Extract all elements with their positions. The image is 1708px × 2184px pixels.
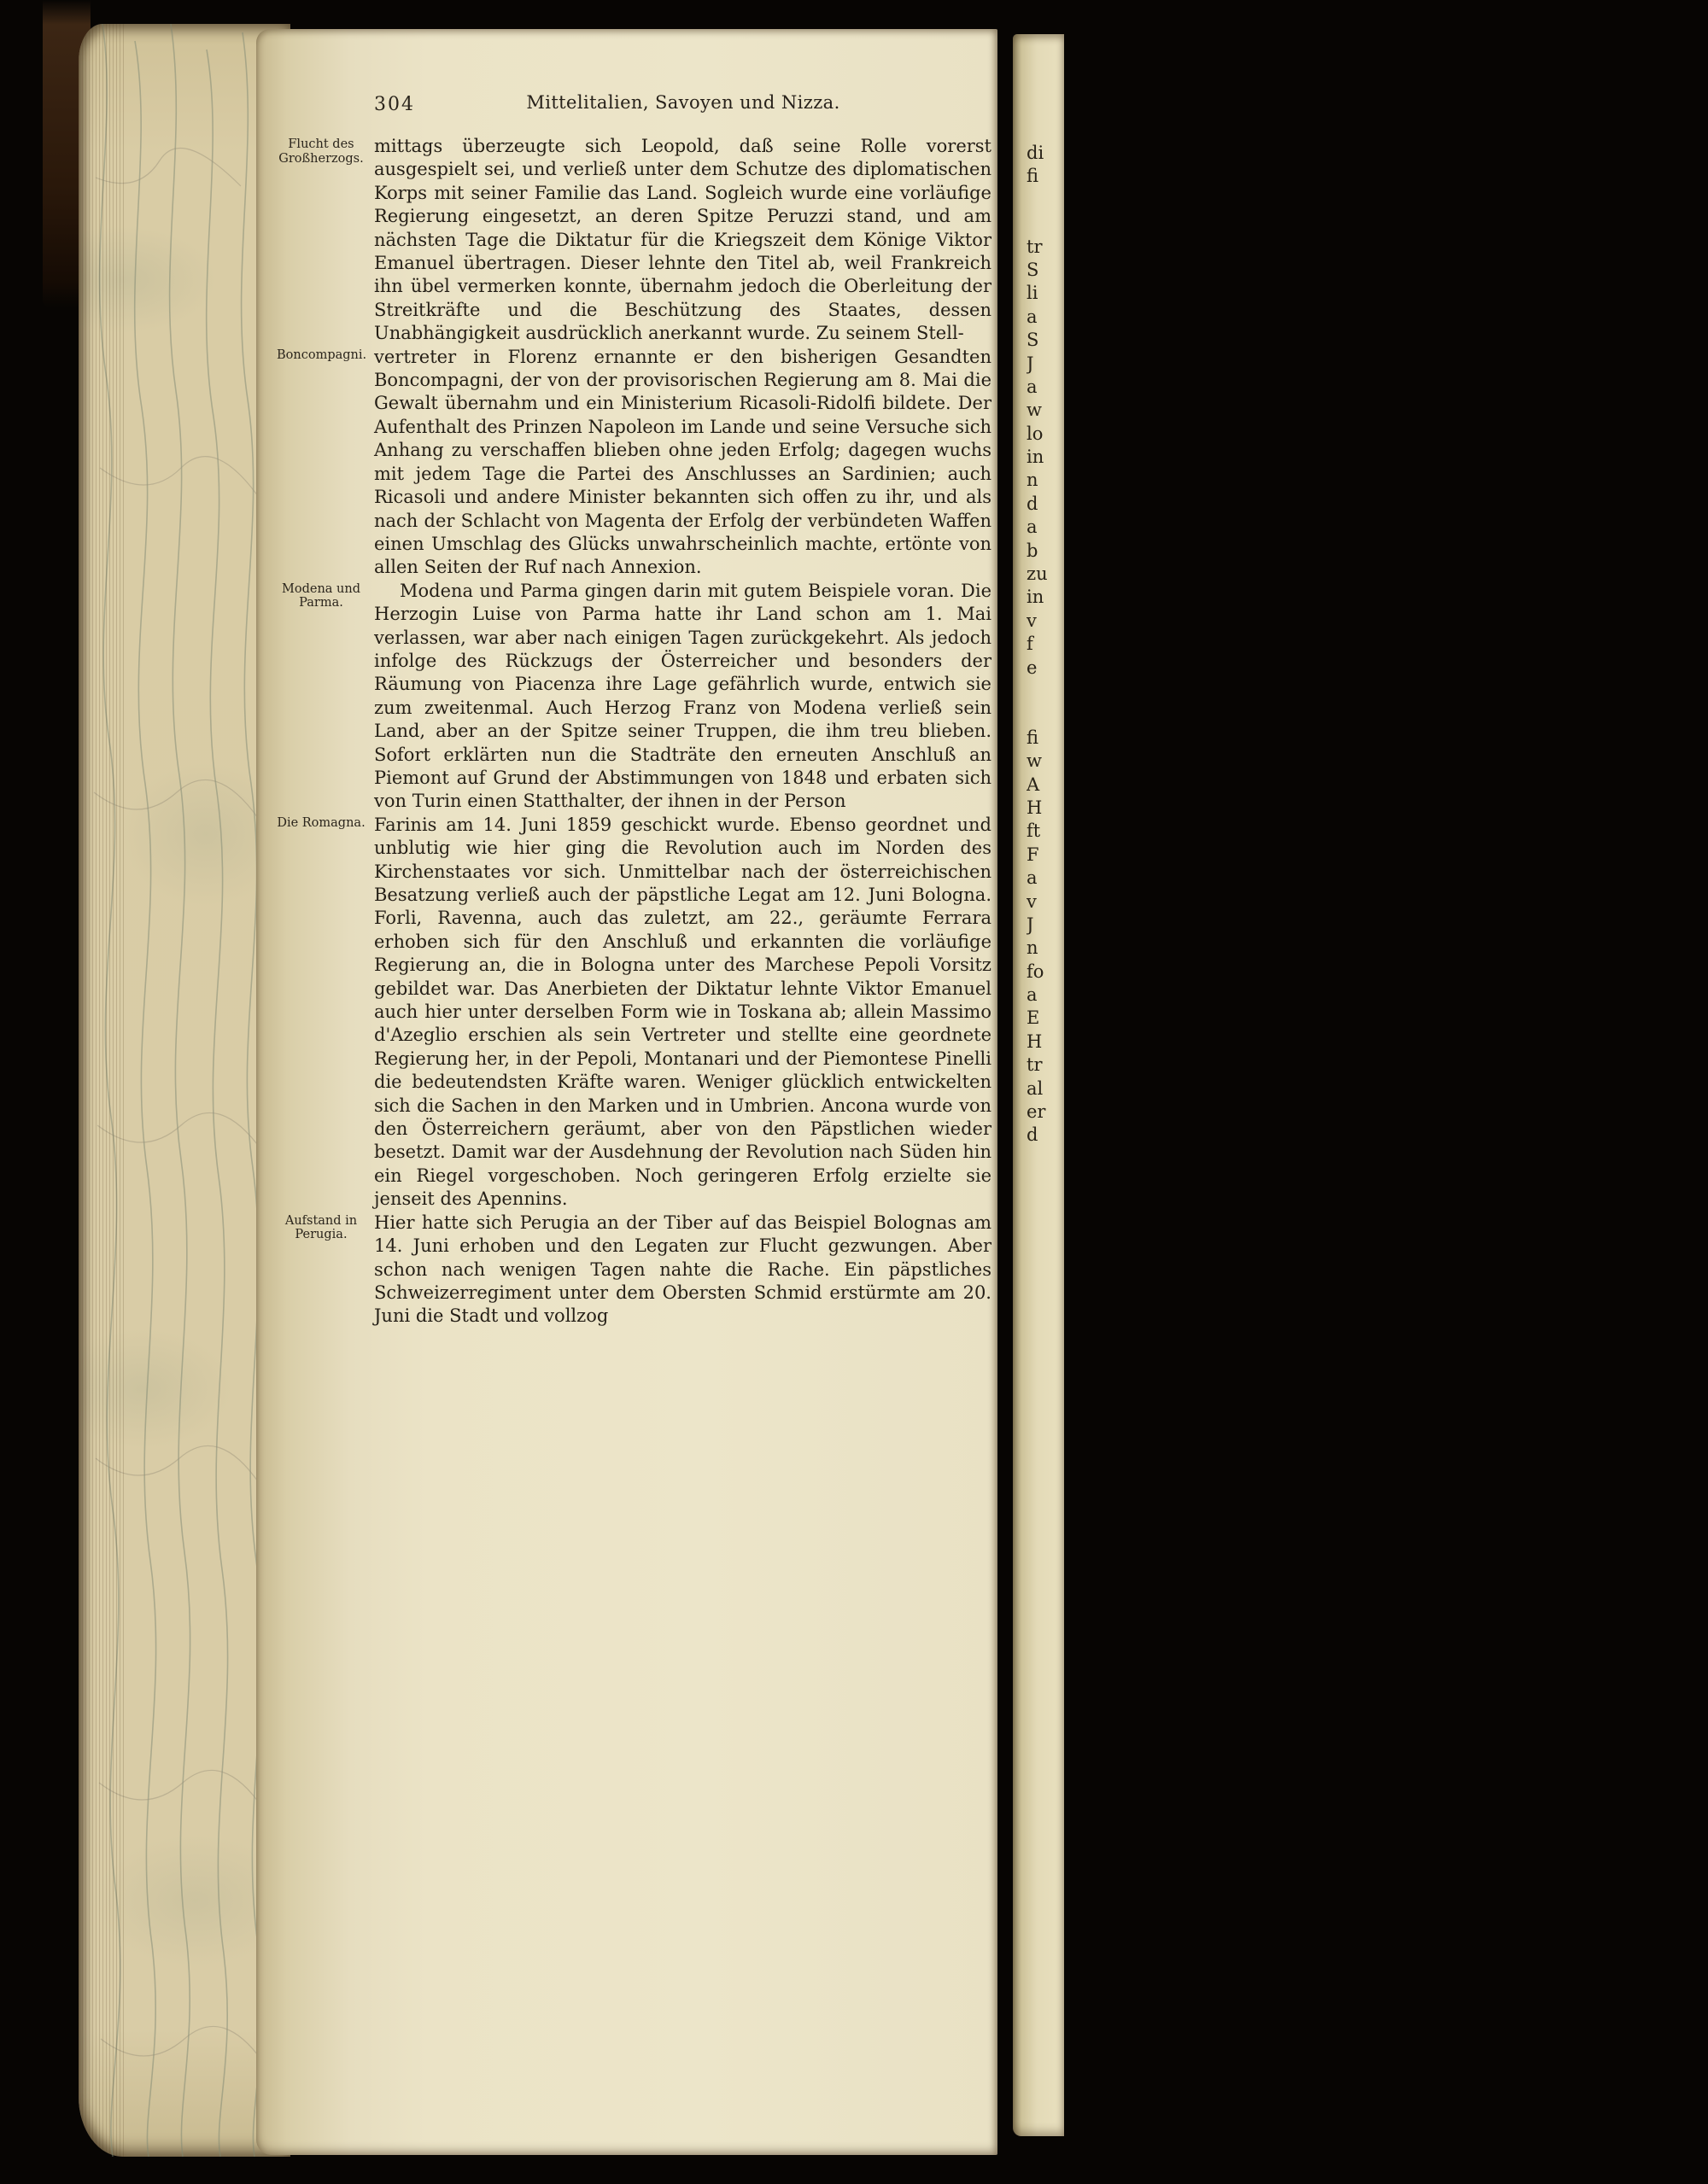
fragment-line: di [1027, 143, 1044, 163]
fragment-line: zu [1027, 564, 1048, 585]
fragment-line: e [1027, 657, 1038, 678]
fragment-line [1027, 189, 1066, 212]
text-segment [284, 1212, 991, 1329]
fragment-line: in [1027, 587, 1044, 608]
text-segment [277, 346, 991, 580]
margin-note: Modena und Parma. [282, 581, 360, 610]
margin-note: Boncompagni. [277, 347, 367, 362]
fragment-line: b [1027, 540, 1038, 561]
fragment-line: ft [1027, 820, 1041, 842]
fragment-line: F [1027, 844, 1039, 865]
fragment-line: a [1027, 376, 1038, 397]
fragment-line: n [1027, 470, 1038, 491]
fragment-line: H [1027, 1031, 1043, 1052]
segment-text: vertreter in Florenz ernannte er den bisherigen Gesandten Boncompagni, der von der provisorischen Regierung am 8. Mai die Gewalt übernahm und ein Ministerium Ricasoli-Ridolfi bildete. Der Aufenthalt des Prinzen Napoleon im Lande und seine Versuche sich Anhang zu verschaffen blieben ohne jeden Erfolg; dagegen wuchs mit jedem Tage die Partei des Anschlusses an Sardinien; auch Ricasoli und andere Minister bekannten sich offen zu ihr, und als nach der Schlacht von Magenta der Erfolg der verbündeten Waffen einen Umschlag des Glücks unwahrscheinlich machte, ertönte von allen Seiten der Ruf nach Annexion. [374, 346, 991, 578]
fragment-line: fi [1027, 727, 1039, 748]
fragment-line: A [1027, 774, 1040, 795]
fragment-line: fo [1027, 961, 1044, 982]
margin-note: Aufstand in Perugia. [284, 1213, 358, 1242]
fragment-line: J [1027, 353, 1034, 374]
right-page-fragments [1027, 142, 1066, 1147]
fragment-line: v [1027, 891, 1037, 912]
fragment-line: H [1027, 797, 1043, 818]
fragment-line: a [1027, 867, 1038, 889]
fragment-line: a [1027, 517, 1038, 538]
fragment-line: lo [1027, 423, 1044, 444]
text-segment [277, 814, 991, 1212]
fragment-line [1027, 212, 1066, 235]
text-segment [278, 135, 991, 346]
segment-text: Hier hatte sich Perugia an der Tiber auf das Beispiel Bolognas am 14. Juni erhoben und den Legaten zur Flucht gezwungen. Aber schon nach wenigen Tagen nahte die Rache. Ein päpstliches Schweizerregiment unter dem Obersten Schmid erstürmte am 20. Juni die Stadt und vollzog [374, 1212, 991, 1327]
fragment-line: S [1027, 259, 1039, 280]
fragment-line: S [1027, 330, 1039, 351]
text-segment [282, 580, 991, 814]
segment-text: Farinis am 14. Juni 1859 geschickt wurde. Ebenso geordnet und unblutig wie hier ging die Revolution auch im Norden des Kirchenstaates vor sich. Unmittelbar nach der österreichischen Besatzung verließ auch der päpstliche Legat am 12. Juni Bologna. Forli, Ravenna, auch das zuletzt, am 22., geräumte Ferrara erhoben sich für den Anschluß und erkannten die vorläufige Regierung an, die in Bologna unter des Marchese Pepoli Vorsitz gebildet war. Das Anerbieten der Diktatur lehnte Viktor Emanuel auch hier unter derselben Form wie in Toskana ab; allein Massimo d'Azeglio erschien als sein Vertreter und stellte eine geordnete Regierung her, in der Pepoli, Montanari und der Piemontese Pinelli die bedeutendsten Kräfte waren. Weniger glücklich entwickelten sich die Sachen in den Marken und in Umbrien. Ancona wurde von den Österreichern geräumt, aber von den Päpstlichen wieder besetzt. Damit war der Ausdehnung der Revolution nach Süden hin ein Riegel vorgeschoben. Noch geringeren Erfolg erzielte sie jenseit des Apennins. [374, 814, 991, 1210]
fragment-line: v [1027, 610, 1037, 631]
segment-text: mittags überzeugte sich Leopold, daß seine Rolle vorerst ausgespielt sei, und verließ unter dem Schutze des diplomatischen Korps mit seiner Familie das Land. Sogleich wurde eine vorläufige Regierung eingesetzt, an deren Spitze Peruzzi stand, und am nächsten Tage die Diktatur für die Kriegszeit dem Könige Viktor Emanuel übertragen. Dieser lehnte den Titel ab, weil Frankreich ihn übel vermerken konnte, übernahm jedoch die Oberleitung der Streitkräfte und die Beschützung des Staates, dessen Unabhängigkeit ausdrücklich anerkannt wurde. Zu seinem Stell- [374, 136, 991, 344]
margin-note: Flucht des Großherzogs. [278, 137, 364, 166]
fragment-line: n [1027, 937, 1038, 959]
fragment-line: E [1027, 1007, 1040, 1029]
page-number: 304 [374, 94, 415, 115]
right-page-sliver [1013, 34, 1064, 2136]
running-header: Mittelitalien, Savoyen und Nizza. [526, 92, 840, 113]
margin-note: Die Romagna. [277, 815, 366, 830]
fragment-line: d [1027, 493, 1038, 514]
fragment-line: a [1027, 984, 1038, 1006]
fragment-line: f [1027, 634, 1033, 655]
fragment-line: tr [1027, 1054, 1043, 1076]
fragment-line: fi [1027, 166, 1039, 187]
page-edge-striations [79, 24, 126, 2157]
fragment-line: J [1027, 914, 1034, 935]
fragment-line: er [1027, 1101, 1046, 1123]
fragment-line: in [1027, 447, 1044, 468]
fragment-line [1027, 680, 1066, 703]
fragment-line: w [1027, 750, 1042, 772]
text-body [277, 135, 991, 1329]
fragment-line: a [1027, 306, 1038, 327]
fragment-line: al [1027, 1077, 1044, 1099]
fragment-line [1027, 703, 1066, 726]
left-page [256, 29, 997, 2155]
fragment-line: tr [1027, 236, 1043, 257]
segment-text: Modena und Parma gingen darin mit gutem Beispiele voran. Die Herzogin Luise von Parma hatte ihr Land schon am 1. Mai verlassen, war aber nach einigen Tagen zurückgekehrt. Als jedoch infolge des Rückzugs der Österreicher und besonders der Räumung von Piacenza ihre Lage gefährlich wurde, entwich sie zum zweitenmal. Auch Herzog Franz von Modena verließ sein Land, aber an der Spitze seiner Truppen, die ihm treu blieben. Sofort erklärten nun die Stadträte den erneuten Anschluß an Piemont auf Grund der Abstimmungen von 1848 und erbaten sich von Turin einen Statthalter, der ihnen in der Person [374, 580, 991, 812]
fragment-line: li [1027, 283, 1038, 304]
fragment-line: w [1027, 400, 1042, 421]
fragment-line: d [1027, 1124, 1038, 1146]
